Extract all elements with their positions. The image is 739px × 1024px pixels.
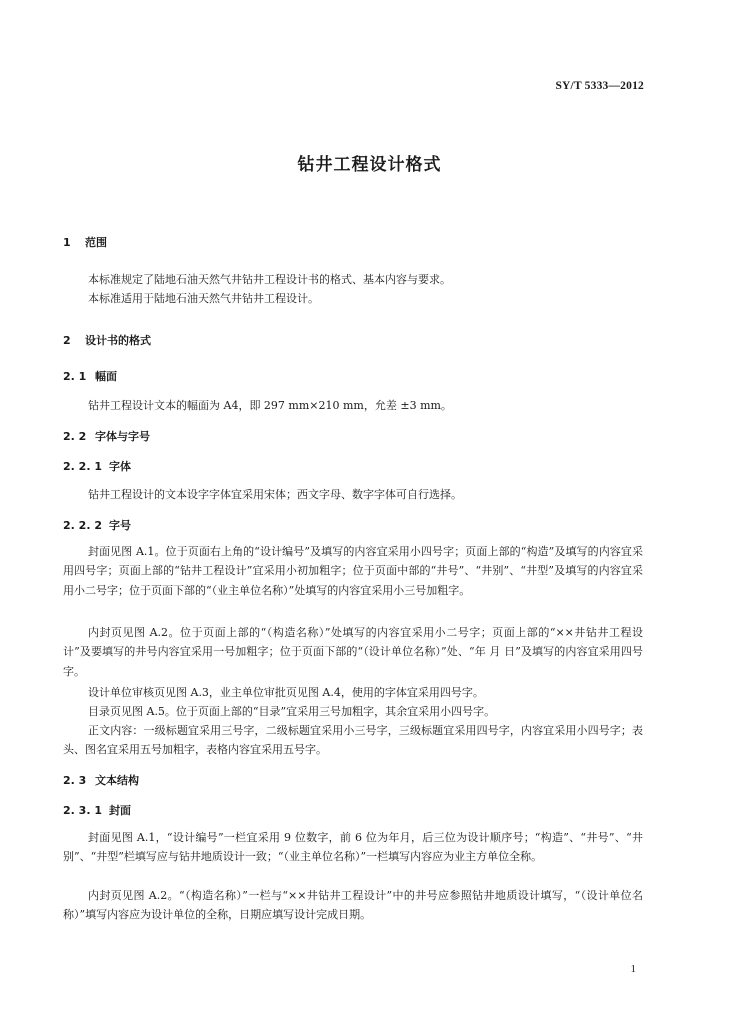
- heading-section-2-1: [63, 368, 117, 384]
- paragraph: 设计单位审核页见图 A.3，业主单位审批页见图 A.4，使用的字体宜采用四号字。: [88, 686, 484, 699]
- paragraph: 正文内容：一级标题宜采用三号字，二级标题宜采用小三号字，三级标题宜采用四号字，内容宜采用小四号字；表头、图名宜采用五号加粗字，表格内容宜采用五号字。: [63, 724, 643, 757]
- paragraph: 内封页见图 A.2。位于页面上部的“（构造名称）”处填写的内容宜采用小二号字；页面上部的“××井钻井工程设计”及要填写的井号内容宜采用一号加粗字；位于页面下部的“（设计单位名称）”处、“年 月 日”及填写的内容宜采用四号字。: [63, 626, 643, 678]
- heading-title: 字号: [109, 519, 131, 532]
- heading-section-2-3: [63, 772, 139, 788]
- heading-number: 2. 3. 1: [63, 804, 102, 817]
- heading-title: 字体与字号: [95, 430, 150, 443]
- heading-section-2: [63, 332, 151, 348]
- heading-section-1: [63, 234, 107, 250]
- paragraph: 内封页见图 A.2。“（构造名称）”一栏与“××井钻井工程设计”中的井号应参照钻井地质设计填写，“（设计单位名称）”填写内容应为设计单位的全称，日期应填写设计完成日期。: [63, 889, 643, 922]
- paragraph: 本标准适用于陆地石油天然气井钻井工程设计。: [88, 292, 319, 305]
- standard-code: SY/T 5333—2012: [555, 80, 644, 92]
- heading-title: 字体: [109, 460, 131, 473]
- heading-number: 2. 2. 2: [63, 519, 102, 532]
- heading-title: 封面: [109, 804, 131, 817]
- heading-section-2-2: [63, 428, 150, 444]
- paragraph: 本标准规定了陆地石油天然气井钻井工程设计书的格式、基本内容与要求。: [88, 273, 451, 286]
- heading-title: 范围: [85, 236, 107, 249]
- heading-title: 设计书的格式: [85, 334, 151, 347]
- heading-section-2-3-1: [63, 802, 131, 818]
- heading-section-2-2-2: [63, 517, 131, 533]
- page-number: 1: [630, 963, 636, 975]
- paragraph: 钻井工程设计的文本设字字体宜采用宋体；西文字母、数字字体可自行选择。: [88, 488, 462, 501]
- heading-section-2-2-1: [63, 458, 131, 474]
- heading-title: 幅面: [95, 370, 117, 383]
- heading-number: 2. 3: [63, 774, 87, 787]
- paragraph: 目录页见图 A.5。位于页面上部的“目录”宜采用三号加粗字，其余宜采用小四号字。: [88, 705, 496, 718]
- paragraph: 封面见图 A.1。位于页面右上角的“设计编号”及填写的内容宜采用小四号字；页面上部的“构造”及填写的内容宜采用四号字；页面上部的“钻井工程设计”宜采用小初加粗字；位于页面中部的“井号”、“井别”、“井型”及填写的内容宜采用小二号字；位于页面下部的“（业主单位名称）”处填写的内容宜采用小三号加粗字。: [63, 545, 643, 597]
- heading-number: 1: [63, 236, 71, 249]
- heading-title: 文本结构: [95, 774, 139, 787]
- paragraph: 钻井工程设计文本的幅面为 A4，即 297 mm×210 mm，允差 ±3 mm。: [88, 399, 452, 412]
- document-title: 钻井工程设计格式: [297, 155, 442, 175]
- heading-number: 2. 1: [63, 370, 87, 383]
- heading-number: 2. 2. 1: [63, 460, 102, 473]
- paragraph: 封面见图 A.1，“设计编号”一栏宜采用 9 位数字，前 6 位为年月，后三位为设计顺序号；“构造”、“井号”、“井别”、“井型”栏填写应与钻井地质设计一致；“（业主单位名称）”一栏填写内容应为业主方单位全称。: [63, 831, 643, 864]
- heading-number: 2. 2: [63, 430, 87, 443]
- heading-number: 2: [63, 334, 71, 347]
